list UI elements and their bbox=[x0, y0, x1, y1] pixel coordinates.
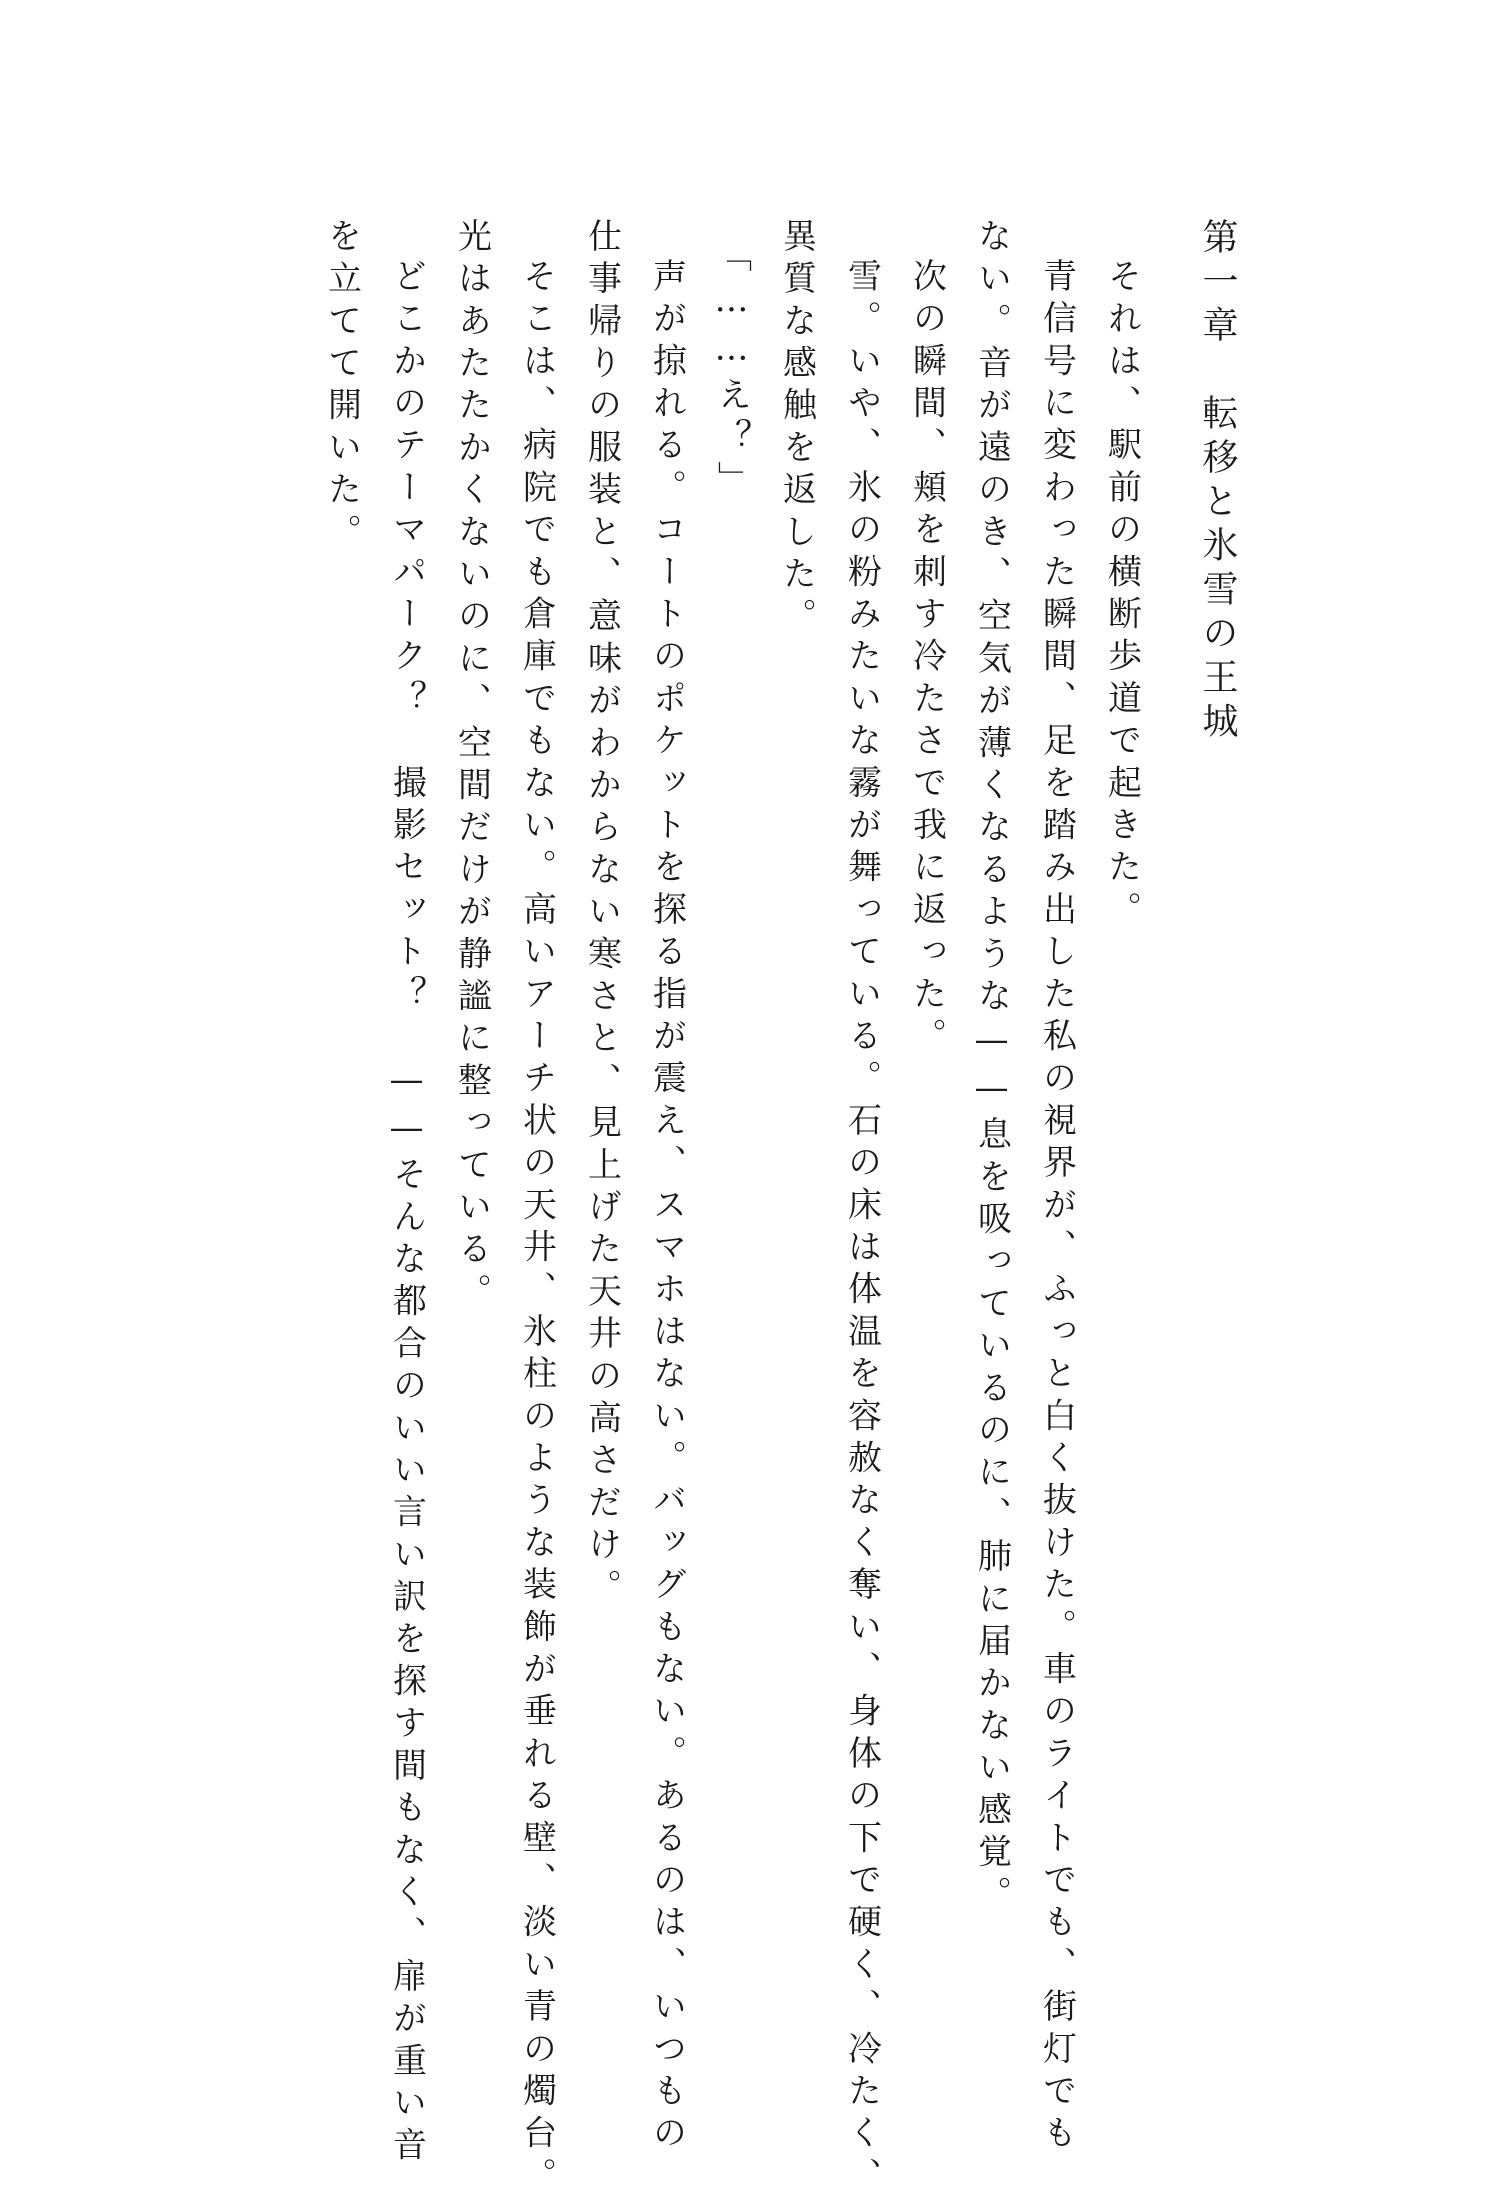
text-line-4: 次の瞬間、頬を刺す冷たさで我に返った。 bbox=[906, 258, 947, 1060]
text-line-7: 「……え？」 bbox=[711, 238, 752, 504]
text-line-13: を立てて開いた。 bbox=[321, 218, 362, 556]
text-line-1: それは、駅前の横断歩道で起きた。 bbox=[1101, 258, 1142, 934]
text-line-12: どこかのテーマパーク？ 撮影セット？ ——そんな都合のいい言い訳を探す間もなく、扉が重い音 bbox=[386, 258, 427, 2169]
text-line-6: 異質な感触を返した。 bbox=[776, 218, 817, 640]
text-line-3: ない。音が遠のき、空気が薄くなるような——息を吸っているのに、肺に届かない感覚。 bbox=[971, 218, 1012, 1918]
text-line-9: 仕事帰りの服装と、意味がわからない寒さと、見上げた天井の高さだけ。 bbox=[581, 218, 622, 1611]
text-line-10: そこは、病院でも倉庫でもない。高いアーチ状の天井、氷柱のような装飾が垂れる壁、淡い青の燭台。 bbox=[516, 258, 557, 2199]
chapter-title: 第一章 転移と氷雪の王城 bbox=[1197, 218, 1238, 746]
text-line-2: 青信号に変わった瞬間、足を踏み出した私の視界が、ふっと白く抜けた。車のライトでも、街灯でも bbox=[1036, 258, 1077, 2157]
text-line-5: 雪。いや、氷の粉みたいな霧が舞っている。石の床は体温を容赦なく奪い、身体の下で硬く、冷たく、 bbox=[841, 258, 882, 2199]
text-line-11: 光はあたたかくないのに、空間だけが静謐に整っている。 bbox=[451, 218, 492, 1316]
text-line-8: 声が掠れる。コートのポケットを探る指が震え、スマホはない。バッグもない。あるのは、いつもの bbox=[646, 258, 687, 2157]
